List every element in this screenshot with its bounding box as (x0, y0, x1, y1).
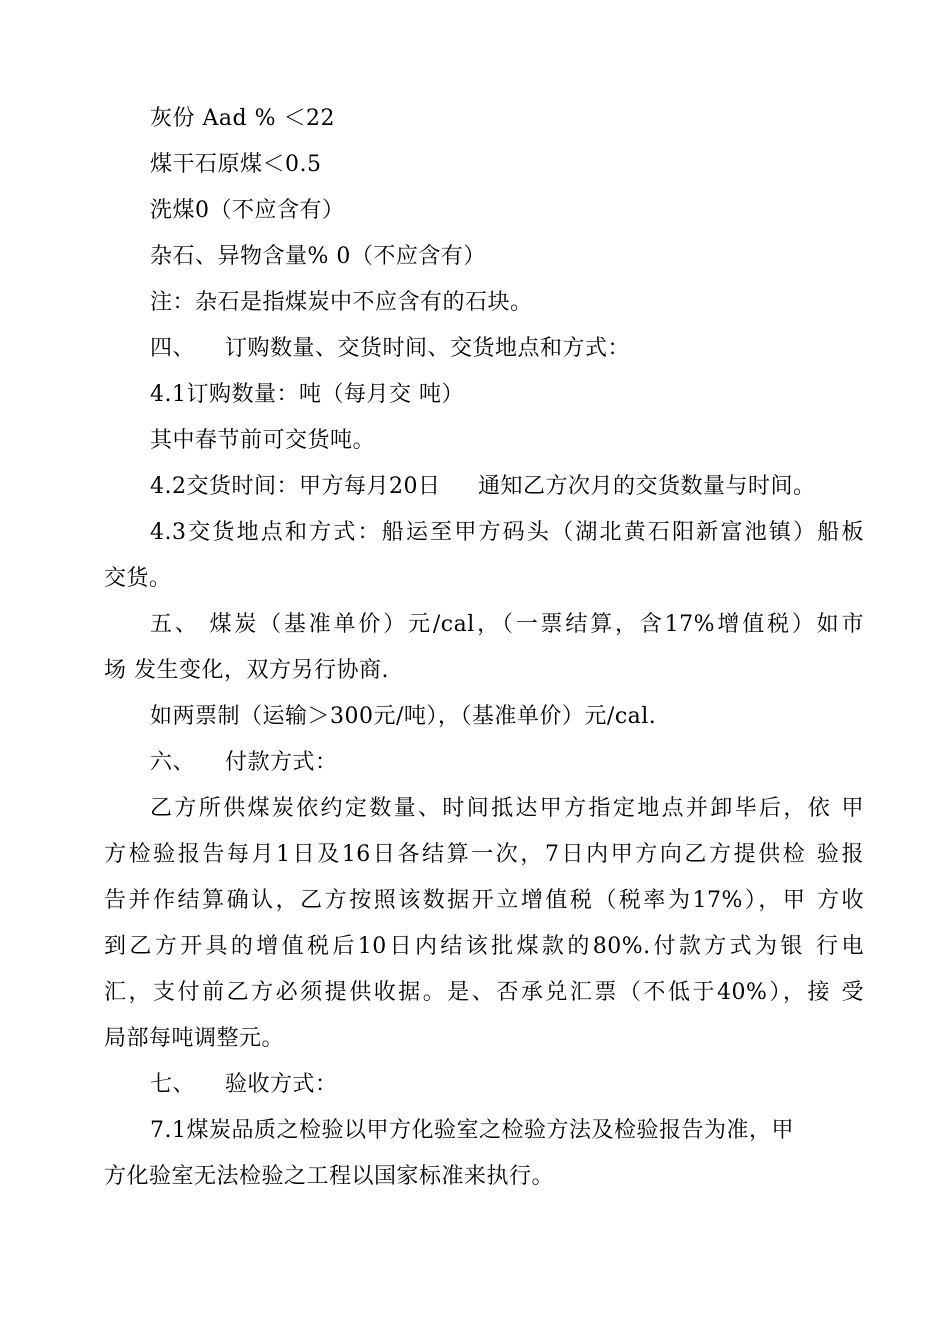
section-5-line-cont: 场 发生变化，双方另行协商. (104, 658, 389, 683)
inspection-line-2: 方化验室无法检验之工程以国家标准来执行。 (104, 1164, 555, 1189)
inspection-line-1: 7.1煤炭品质之检验以甲方化验室之检验方法及检验报告为准，甲 (150, 1118, 794, 1143)
ash-content-line: 灰份 Aad % ＜22 (150, 106, 335, 131)
delivery-place-line-cont: 交货。 (104, 566, 172, 591)
delivery-place-line: 4.3交货地点和方式：船运至甲方码头（湖北黄石阳新富池镇）船板 (150, 520, 864, 545)
spring-festival-line: 其中春节前可交货吨。 (150, 428, 376, 453)
section-5-heading: 五、 煤炭（基准单价）元/cal，（一票结算，含17%增值税）如市 (150, 612, 864, 637)
washed-coal-line: 洗煤0（不应含有） (150, 198, 345, 223)
section-4-heading: 四、 订购数量、交货时间、交货地点和方式： (150, 336, 630, 361)
payment-paragraph-line-6: 局部每吨调整元。 (104, 1026, 285, 1051)
delivery-time-line: 4.2交货时间：甲方每月20日 通知乙方次月的交货数量与时间。 (150, 474, 816, 499)
impurity-content-line: 杂石、异物含量% 0（不应含有） (150, 244, 486, 269)
payment-paragraph-line-3: 告并作结算确认，乙方按照该数据开立增值税（税率为17%），甲 方收 (104, 888, 864, 913)
section-6-heading: 六、 付款方式： (150, 750, 338, 775)
two-invoice-line: 如两票制（运输＞300元/吨），（基准单价）元/cal. (150, 704, 657, 729)
payment-paragraph-line-2: 方检验报告每月1日及16日各结算一次，7日内甲方向乙方提供检 验报 (104, 842, 864, 867)
payment-paragraph-line-5: 汇，支付前乙方必须提供收据。是、否承兑汇票（不低于40%），接 受 (104, 980, 864, 1005)
payment-paragraph-line-4: 到乙方开具的增值税后10日内结该批煤款的80%.付款方式为银 行电 (104, 934, 864, 959)
impurity-note-line: 注：杂石是指煤炭中不应含有的石块。 (150, 290, 533, 315)
order-quantity-line: 4.1订购数量：吨（每月交 吨） (150, 382, 464, 407)
gangue-raw-coal-line: 煤干石原煤＜0.5 (150, 152, 322, 177)
section-7-heading: 七、 验收方式： (150, 1072, 338, 1097)
payment-paragraph-line-1: 乙方所供煤炭依约定数量、时间抵达甲方指定地点并卸毕后，依 甲 (150, 796, 864, 821)
